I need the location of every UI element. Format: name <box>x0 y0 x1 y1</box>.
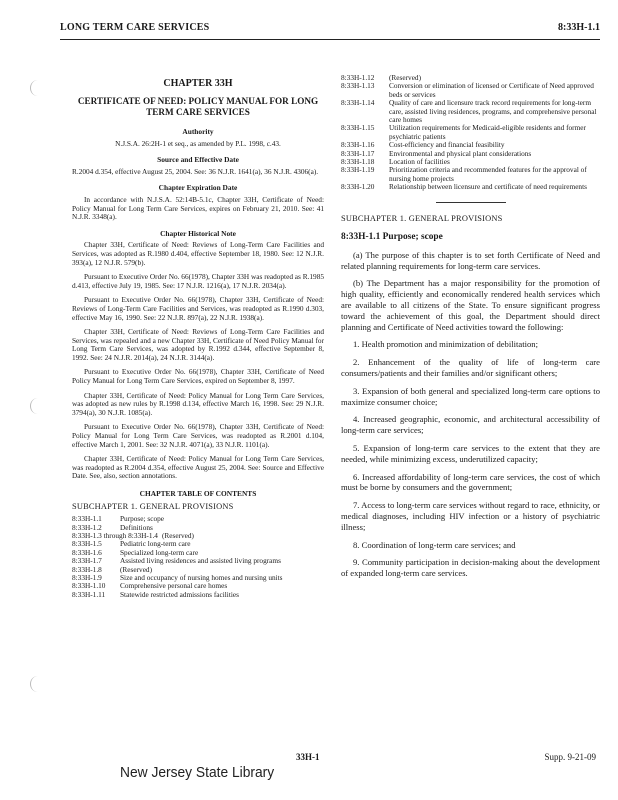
toc-number: 8:33H-1.7 <box>72 556 102 566</box>
toc-heading: CHAPTER TABLE OF CONTENTS <box>139 489 257 498</box>
supplement-date: Supp. 9-21-09 <box>544 752 596 762</box>
history-note: Pursuant to Executive Order No. 66(1978), Chapter 33H, Certificate of Need: Reviews of Long-Term Care Facilities and Services, was readopted as R.1990 d.303, effective May 16, 1990. See: 22 N.J.R. 897(a), 22 N.J.R. 1938(a). <box>72 295 324 322</box>
toc-entry[interactable] <box>72 591 324 599</box>
paragraph-a: (a) The purpose of this chapter is to set forth Certificate of Need and related planning requirements for long-term care services. <box>341 249 600 271</box>
toc-entry[interactable] <box>341 99 600 124</box>
history-note: Chapter 33H, Certificate of Need: Reviews of Long-Term Care Facilities and Services, was repealed and a new Chapter 33H, Certificate of Need Policy Manual for Long Term Care Services, was adopted by R.1992 d.344, effective September 8, 1992. See: 24 N.J.R. 2014(a), 24 N.J.R. 3144(a). <box>72 327 324 362</box>
history-note: Chapter 33H, Certificate of Need: Reviews of Long-Term Care Facilities and Services, was adopted as R.1980 d.404, effective September 18, 1980. See: 12 N.J.R. 393(a), 12 N.J.R. 579(b). <box>72 240 324 267</box>
toc-number: 8:33H-1.17 <box>341 148 375 158</box>
punch-hole-mark <box>30 80 45 96</box>
history-note: Chapter 33H, Certificate of Need: Policy Manual for Long Term Care Services, was adopted as new rules by R.1998 d.134, effective March 16, 1998. See: 29 N.J.R. 3794(a), 30 N.J.R. 1085(a). <box>72 390 324 417</box>
toc-entry[interactable] <box>341 166 600 183</box>
toc-number: 8:33H-1.10 <box>72 581 106 591</box>
toc-title: Location of facilities <box>389 157 450 167</box>
page-number: 33H-1 <box>296 752 320 762</box>
toc-number: 8:33H-1.11 <box>72 589 106 599</box>
list-item: 1. Health promotion and minimization of debilitation; <box>353 339 538 350</box>
toc-title: (Reserved) <box>120 564 153 574</box>
history-note: Pursuant to Executive Order No. 66(1978), Chapter 33H, Certificate of Need Policy Manual for Long Term Care Services, expired on September 8, 1997. <box>72 367 324 386</box>
punch-hole-mark <box>30 676 45 692</box>
toc-number: 8:33H-1.2 <box>72 522 102 532</box>
running-header <box>60 22 600 36</box>
history-note: Chapter 33H, Certificate of Need: Policy Manual for Long Term Care Services, was readopted as R.2004 d.354, effective August 25, 2004. See: Source and Effective Date. See, also, section annotations. <box>72 454 324 481</box>
list-item: 8. Coordination of long-term care services; and <box>353 539 516 550</box>
toc-entry[interactable] <box>72 532 324 540</box>
toc-number: 8:33H-1.3 through 8:33H-1.4 <box>72 531 158 540</box>
history-note: Pursuant to Executive Order No. 66(1978), Chapter 33H, Certificate of Need: Policy Manual for Long Term Care Services, was readopted as R.2001 d.104, effective March 1, 2001. See: 32 N.J.R. 4071(a), 33 N.J.R. 1101(a). <box>72 422 324 449</box>
toc-subchapter: SUBCHAPTER 1. GENERAL PROVISIONS <box>72 501 234 511</box>
toc-title: Conversion or elimination of licensed or Certificate of Need approved beds or services <box>389 81 594 99</box>
list-item: 9. Community participation in decision-making about the development of expanded long-term care services. <box>341 557 600 579</box>
toc-entry[interactable] <box>341 150 600 158</box>
section-divider <box>436 202 506 203</box>
toc-title: Specialized long-term care <box>120 547 199 557</box>
paragraph-b: (b) The Department has a major responsibility for the promotion of high quality, efficiently and economically rendered health services which are available to all citizens of the State. To ensure significant progress toward the achievement of this goal, the Department should direct planning and Certificate of Need activities toward the following: <box>341 278 600 332</box>
toc-entry[interactable] <box>72 540 324 548</box>
chapter-number: CHAPTER 33H <box>163 78 233 89</box>
left-column <box>72 60 324 599</box>
list-item: 5. Expansion of long-term care services to the extent that they are needed, while minimizing excess, underutilized capacity; <box>341 443 600 464</box>
toc-number: 8:33H-1.8 <box>72 564 102 574</box>
toc-title: Relationship between licensure and certificate of need requirements <box>389 182 587 192</box>
toc-entry[interactable] <box>341 124 600 141</box>
right-column <box>341 74 600 586</box>
toc-number: 8:33H-1.12 <box>341 73 375 82</box>
toc-title: Purpose; scope <box>120 514 164 524</box>
header-rule <box>60 39 600 40</box>
toc-title: Quality of care and licensure track record requirements for long-term care, assisted living residences, programs, and comprehensive personal care homes <box>389 98 597 125</box>
toc-entry[interactable] <box>72 557 324 565</box>
toc-number: 8:33H-1.20 <box>341 182 375 192</box>
list-item: 7. Access to long-term care services without regard to race, ethnicity, or medical diagnoses, including HIV infection or a history of psychiatric illness; <box>341 500 600 532</box>
punch-hole-mark <box>30 398 45 414</box>
toc-title: Comprehensive personal care homes <box>120 581 228 591</box>
toc-title: Environmental and physical plant considerations <box>389 148 532 158</box>
list-item: 3. Expansion of both general and specialized long-term care options to maximize consumer choice; <box>341 385 600 407</box>
toc-title: (Reserved) <box>161 531 194 540</box>
toc-title: Utilization requirements for Medicaid-eligible residents and former psychiatric patients <box>389 123 586 141</box>
expiration-text: In accordance with N.J.S.A. 52:14B-5.1c, Chapter 33H, Certificate of Need: Policy Manual for Long Term Care Services, expires on February 21, 2010. See: 41 N.J.R. 3348(a). <box>72 194 324 222</box>
toc-number: 8:33H-1.5 <box>72 539 102 549</box>
toc-entry[interactable] <box>341 82 600 99</box>
toc-number: 8:33H-1.9 <box>72 573 102 583</box>
toc-number: 8:33H-1.19 <box>341 165 375 175</box>
toc-title: Cost-efficiency and financial feasibility <box>389 140 505 150</box>
running-header-section: 8:33H-1.1 <box>558 22 600 33</box>
toc-title: Assisted living residences and assisted living programs <box>120 556 281 566</box>
history-note: Pursuant to Executive Order No. 66(1978), Chapter 33H was readopted as R.1985 d.413, effective July 19, 1985. See: 17 N.J.R. 1216(a), 17 N.J.R. 2034(a). <box>72 272 324 290</box>
toc-title: Statewide restricted admissions facilities <box>120 589 239 599</box>
toc-title: Size and occupancy of nursing homes and nursing units <box>120 573 283 583</box>
toc-number: 8:33H-1.1 <box>72 514 102 524</box>
toc-title: (Reserved) <box>389 73 422 82</box>
toc-entry[interactable] <box>341 183 600 191</box>
running-header-title: LONG TERM CARE SERVICES <box>60 22 210 33</box>
toc-number: 8:33H-1.18 <box>341 157 375 167</box>
library-stamp: New Jersey State Library <box>120 764 275 781</box>
list-item: 6. Increased affordability of long-term care services, the cost of which must be borne by consumers and the government; <box>341 471 600 493</box>
chapter-title: CERTIFICATE OF NEED: POLICY MANUAL FOR LONG TERM CARE SERVICES <box>77 96 319 117</box>
toc-title: Definitions <box>120 522 153 532</box>
authority-text: N.J.S.A. 26:2H-1 et seq., as amended by P.L. 1998, c.43. <box>115 138 281 148</box>
toc-number: 8:33H-1.15 <box>341 123 375 133</box>
list-item: 4. Increased geographic, economic, and architectural accessibility of long-term care services; <box>341 414 600 436</box>
toc-entry[interactable] <box>72 515 324 523</box>
toc-title: Prioritization criteria and recommended features for the approval of nursing home projects <box>389 165 587 183</box>
section-title: 8:33H-1.1 Purpose; scope <box>341 232 443 243</box>
toc-title: Pediatric long-term care <box>120 539 191 549</box>
history-heading: Chapter Historical Note <box>160 228 236 238</box>
toc-number: 8:33H-1.16 <box>341 140 375 150</box>
list-item: 2. Enhancement of the quality of life of long-term care consumers/patients and their families and/or significant others; <box>341 357 600 379</box>
toc-number: 8:33H-1.13 <box>341 81 375 91</box>
toc-number: 8:33H-1.6 <box>72 547 102 557</box>
expiration-heading: Chapter Expiration Date <box>158 183 238 193</box>
toc-number: 8:33H-1.14 <box>341 98 375 108</box>
source-text: R.2004 d.354, effective August 25, 2004. See: 36 N.J.R. 1641(a), 36 N.J.R. 4306(a). <box>72 166 319 176</box>
subchapter-heading: SUBCHAPTER 1. GENERAL PROVISIONS <box>341 213 503 223</box>
authority-heading: Authority <box>182 127 214 136</box>
source-heading: Source and Effective Date <box>157 155 239 165</box>
